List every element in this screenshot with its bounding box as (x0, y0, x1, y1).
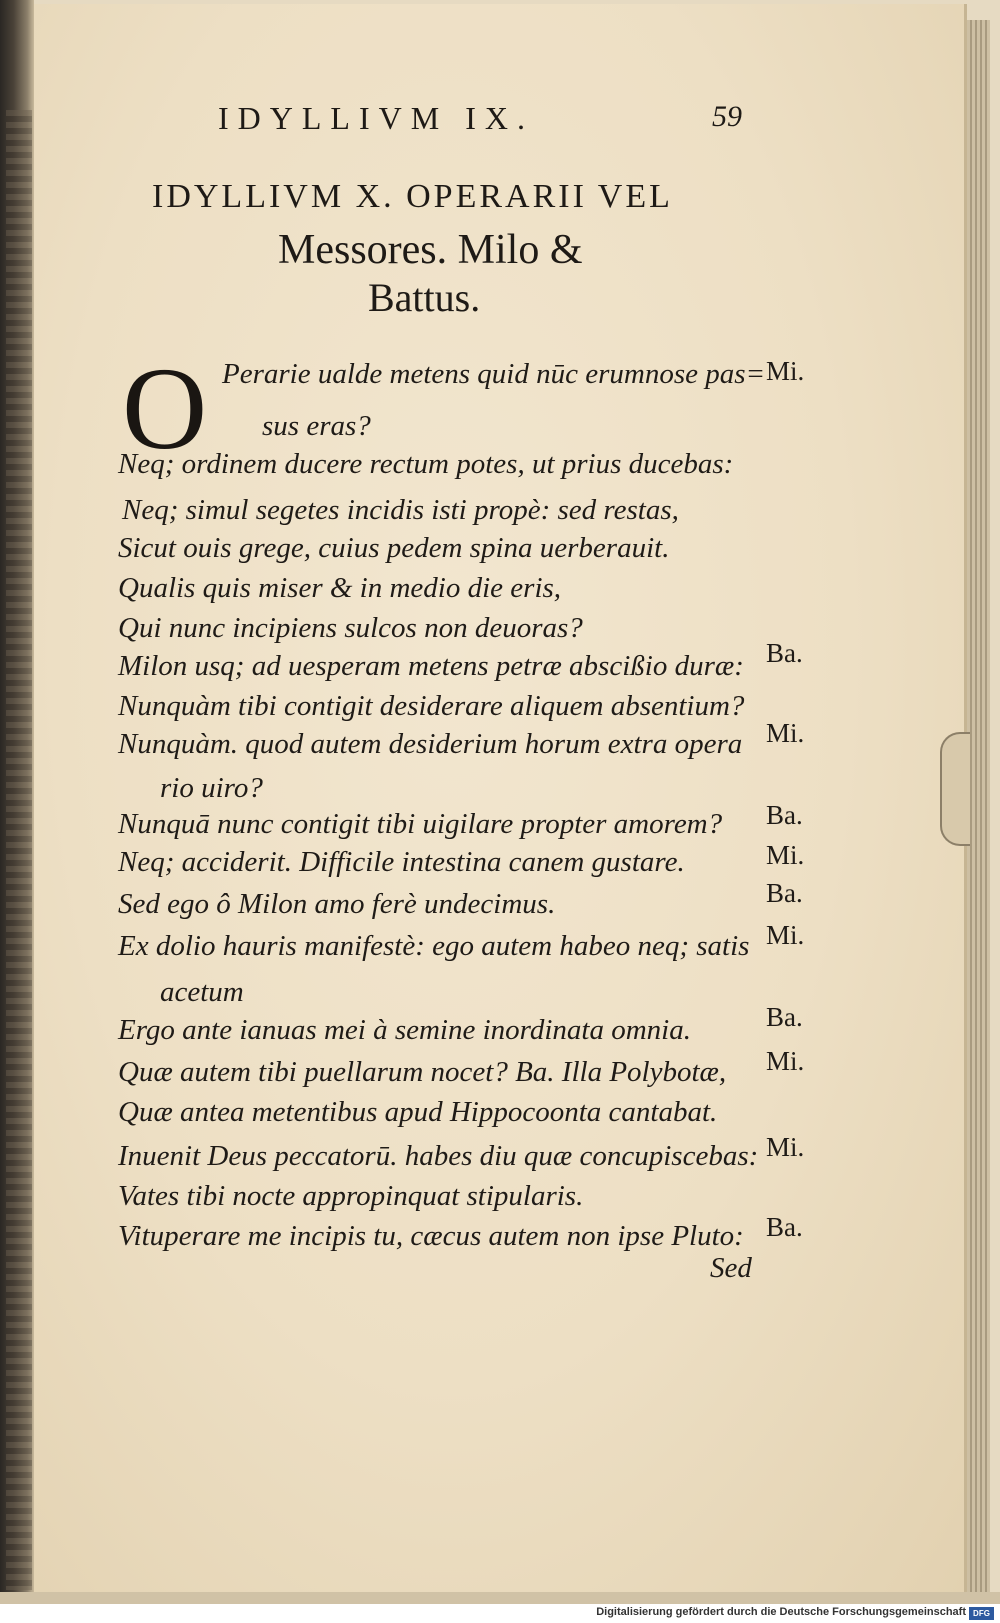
speaker-label: Ba. (766, 800, 803, 830)
page-number: 59 (712, 100, 742, 133)
verse-line: Neq; acciderit. Difficile intestina canem gustare. (118, 846, 685, 878)
verse-line: Vates tibi nocte appropinquat stipularis. (118, 1180, 584, 1212)
title-line-1: IDYLLIVM X. OPERARII VEL (152, 178, 673, 215)
running-title: IDYLLIVM IX. (218, 100, 534, 136)
verse-line: Perarie ualde metens quid nūc erumnose pas= (222, 358, 766, 390)
speaker-label: Ba. (766, 1212, 803, 1242)
speaker-label: Ba. (766, 638, 803, 668)
verse-line: Milon usq; ad uesperam metens petræ abscißio duræ: (118, 650, 744, 682)
verse-line: Vituperare me incipis tu, cæcus autem non ipse Pluto: (118, 1220, 744, 1252)
verse-line: Nunquàm tibi contigit desiderare aliquem absentium? (118, 690, 745, 722)
verse-line: Nunquā nunc contigit tibi uigilare propter amorem? (118, 808, 723, 840)
running-header (0, 100, 1000, 150)
verse-line: Quæ autem tibi puellarum nocet? Ba. Illa Polybotæ, (118, 1056, 727, 1088)
dfg-logo: DFG (969, 1607, 994, 1620)
speaker-label: Mi. (766, 1132, 805, 1162)
speaker-label: Mi. (766, 718, 805, 748)
verse-line: Sicut ouis grege, cuius pedem spina uerberauit. (118, 532, 670, 564)
speaker-label: Mi. (766, 356, 805, 386)
page-bottom-edge (0, 1592, 1000, 1604)
verse-line: Sed ego ô Milon amo ferè undecimus. (118, 888, 556, 920)
verse-line: Ergo ante ianuas mei à semine inordinata omnia. (118, 1014, 691, 1046)
verse-line: Quæ antea metentibus apud Hippocoonta cantabat. (118, 1096, 718, 1128)
drop-cap-initial: O (122, 343, 208, 474)
speaker-label: Mi. (766, 840, 805, 870)
title-line-2: Messores. Milo & (278, 227, 583, 273)
speaker-label: Mi. (766, 920, 805, 950)
speaker-label: Mi. (766, 1046, 805, 1076)
page-tab-marker (940, 732, 970, 846)
verse-line: rio uiro? (160, 772, 263, 804)
digitization-footer (0, 1604, 1000, 1623)
facing-page-edge (6, 110, 32, 1590)
verse-line: acetum (160, 976, 244, 1008)
catchword: Sed (710, 1252, 752, 1284)
verse-line: Neq; ordinem ducere rectum potes, ut prius ducebas: (118, 448, 734, 480)
footer-credit-text: Digitalisierung gefördert durch die Deutsche Forschungsgemeinschaft (596, 1606, 966, 1618)
speaker-label: Ba. (766, 1002, 803, 1032)
verse-line: Neq; simul segetes incidis isti propè: sed restas, (122, 494, 679, 526)
title-line-3: Battus. (368, 275, 481, 320)
verse-line: Qualis quis miser & in medio die eris, (118, 572, 562, 604)
speaker-label: Ba. (766, 878, 803, 908)
verse-line: sus eras? (262, 410, 371, 442)
verse-line: Ex dolio hauris manifestè: ego autem habeo neq; satis (118, 930, 750, 962)
verse-line: Qui nunc incipiens sulcos non deuoras? (118, 612, 583, 644)
verse-line: Nunquàm. quod autem desiderium horum extra opera (118, 728, 743, 760)
verse-line: Inuenit Deus peccatorū. habes diu quæ concupiscebas: (118, 1140, 759, 1172)
